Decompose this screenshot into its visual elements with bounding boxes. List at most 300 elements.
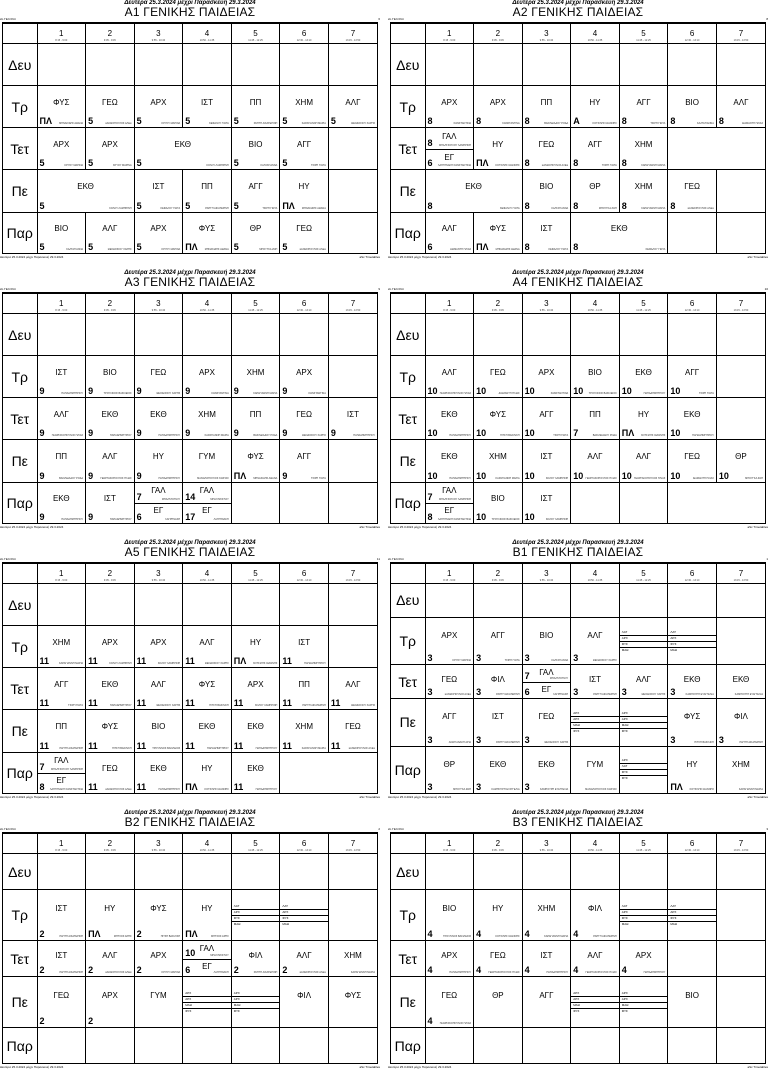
lesson-cell[interactable] bbox=[668, 44, 717, 86]
lesson-cell[interactable] bbox=[183, 1028, 232, 1063]
lesson-cell[interactable] bbox=[522, 170, 571, 212]
lesson-cell[interactable] bbox=[37, 314, 86, 356]
timetable-table bbox=[3, 833, 377, 1063]
lesson-cell[interactable] bbox=[328, 86, 377, 128]
lesson-cell[interactable] bbox=[425, 746, 474, 793]
lesson-cell[interactable] bbox=[619, 854, 668, 890]
lesson-cell[interactable] bbox=[231, 170, 280, 212]
lesson-cell[interactable] bbox=[716, 746, 765, 793]
lesson-cell[interactable] bbox=[668, 212, 717, 253]
lesson-cell[interactable] bbox=[280, 668, 329, 710]
lesson-cell[interactable] bbox=[37, 941, 86, 977]
lesson-cell[interactable] bbox=[231, 854, 280, 890]
lesson-cell[interactable] bbox=[37, 668, 86, 710]
lesson-cell[interactable] bbox=[134, 440, 183, 482]
lesson-cell[interactable] bbox=[183, 584, 232, 626]
lesson-cell[interactable] bbox=[86, 482, 135, 523]
lesson-cell[interactable] bbox=[134, 710, 183, 752]
lesson-cell[interactable] bbox=[280, 626, 329, 668]
lesson-cell[interactable] bbox=[474, 746, 523, 793]
lesson-cell[interactable] bbox=[425, 440, 474, 482]
lesson-cell[interactable] bbox=[280, 710, 329, 752]
lesson-cell[interactable] bbox=[183, 626, 232, 668]
teacher-label: ΡΑΠΤΗ ΑΙΚΑΤΕΡΙΝΗ bbox=[496, 740, 520, 744]
lesson-cell[interactable] bbox=[231, 626, 280, 668]
lesson-cell[interactable] bbox=[716, 1028, 765, 1063]
lesson-cell[interactable] bbox=[134, 482, 183, 523]
lesson-cell[interactable] bbox=[280, 854, 329, 890]
lesson-cell[interactable] bbox=[37, 890, 86, 941]
lesson-cell[interactable] bbox=[619, 86, 668, 128]
lesson-cell[interactable] bbox=[86, 668, 135, 710]
lesson-cell[interactable] bbox=[280, 356, 329, 398]
lesson-cell[interactable] bbox=[86, 584, 135, 626]
lesson-cell[interactable] bbox=[716, 890, 765, 941]
lesson-cell[interactable] bbox=[571, 314, 620, 356]
lesson-cell[interactable] bbox=[86, 314, 135, 356]
period-number: 3 bbox=[156, 28, 161, 38]
lesson-cell[interactable] bbox=[86, 977, 135, 1028]
lesson-cell[interactable] bbox=[37, 482, 86, 523]
lesson-cell[interactable] bbox=[619, 482, 668, 523]
lesson-cell[interactable] bbox=[280, 398, 329, 440]
lesson-cell[interactable] bbox=[328, 890, 377, 941]
lesson-cell[interactable] bbox=[37, 1028, 86, 1063]
lesson-cell[interactable] bbox=[571, 128, 620, 170]
lesson-cell[interactable] bbox=[716, 314, 765, 356]
lesson-cell[interactable] bbox=[231, 44, 280, 86]
lesson-cell[interactable] bbox=[134, 854, 183, 890]
lesson-cell[interactable] bbox=[522, 44, 571, 86]
lesson-cell[interactable] bbox=[571, 86, 620, 128]
lesson-cell[interactable] bbox=[328, 626, 377, 668]
room-label: 3 bbox=[476, 653, 482, 664]
lesson-cell[interactable] bbox=[716, 699, 765, 747]
lesson-cell[interactable] bbox=[668, 665, 717, 699]
lesson-cell[interactable] bbox=[571, 746, 620, 793]
lesson-cell[interactable] bbox=[183, 752, 232, 793]
lesson-cell[interactable] bbox=[231, 941, 280, 977]
lesson-cell[interactable] bbox=[571, 44, 620, 86]
lesson-cell[interactable] bbox=[37, 854, 86, 890]
lesson-cell[interactable] bbox=[37, 170, 134, 212]
lesson-cell[interactable] bbox=[571, 890, 620, 941]
lesson-cell[interactable] bbox=[86, 356, 135, 398]
lesson-cell[interactable] bbox=[571, 617, 620, 665]
room-label: 4 bbox=[573, 929, 579, 940]
lesson-cell[interactable] bbox=[280, 440, 329, 482]
lesson-cell[interactable] bbox=[134, 170, 183, 212]
lesson-cell[interactable] bbox=[619, 584, 668, 618]
lesson-cell[interactable] bbox=[328, 440, 377, 482]
lesson-cell[interactable] bbox=[183, 314, 232, 356]
lesson-cell[interactable] bbox=[280, 584, 329, 626]
lesson-cell[interactable] bbox=[474, 398, 523, 440]
lesson-cell[interactable] bbox=[474, 854, 523, 890]
lesson-cell[interactable] bbox=[425, 170, 522, 212]
lesson-cell[interactable] bbox=[474, 44, 523, 86]
lesson-cell[interactable] bbox=[425, 212, 474, 253]
lesson-cell[interactable] bbox=[134, 1028, 183, 1063]
lesson-cell[interactable] bbox=[328, 710, 377, 752]
subject-label: ΑΡΧ bbox=[150, 223, 167, 233]
teacher-label: ΜΑΝΩΛΟΠΟΥΛΟΣ ΚΩΣΤΑΣ bbox=[585, 788, 617, 791]
lesson-cell[interactable] bbox=[425, 86, 474, 128]
lesson-cell[interactable] bbox=[231, 212, 280, 253]
lesson-cell[interactable] bbox=[37, 128, 86, 170]
period-time: 12:30 - 13:10 bbox=[296, 578, 312, 582]
lesson-cell[interactable] bbox=[134, 752, 183, 793]
lesson-cell[interactable] bbox=[474, 941, 523, 977]
lesson-cell[interactable] bbox=[522, 314, 571, 356]
lesson-cell[interactable] bbox=[619, 977, 668, 1028]
lesson-cell[interactable] bbox=[231, 356, 280, 398]
split-lesson bbox=[183, 959, 231, 977]
lesson-cell[interactable] bbox=[280, 1028, 329, 1063]
lesson-cell[interactable] bbox=[619, 1028, 668, 1063]
lesson-cell[interactable] bbox=[668, 86, 717, 128]
period-time: 8:15 - 9:00 bbox=[55, 578, 68, 582]
lesson-cell[interactable] bbox=[280, 890, 329, 941]
lesson-cell[interactable] bbox=[183, 890, 232, 941]
lesson-cell[interactable] bbox=[86, 710, 135, 752]
lesson-cell[interactable] bbox=[86, 941, 135, 977]
lesson-cell[interactable] bbox=[134, 668, 183, 710]
teacher-label: ΘΕΟΔΟΣΙΟΥ ΧΑΡΗΣ bbox=[302, 434, 326, 438]
lesson-cell[interactable] bbox=[328, 854, 377, 890]
lesson-cell[interactable] bbox=[522, 212, 571, 253]
lesson-cell[interactable] bbox=[571, 977, 620, 1028]
lesson-cell[interactable] bbox=[619, 890, 668, 941]
lesson-cell[interactable] bbox=[231, 128, 280, 170]
lesson-cell[interactable] bbox=[37, 626, 86, 668]
lesson-cell[interactable] bbox=[231, 482, 280, 523]
lesson-cell[interactable] bbox=[86, 398, 135, 440]
lesson-cell[interactable] bbox=[668, 356, 717, 398]
lesson-cell[interactable] bbox=[37, 86, 86, 128]
lesson-cell[interactable] bbox=[716, 356, 765, 398]
lesson-cell[interactable] bbox=[280, 44, 329, 86]
lesson-cell[interactable] bbox=[619, 665, 668, 699]
lesson-cell[interactable] bbox=[425, 854, 474, 890]
teacher-label: ΚΑΛΤΑΓΙΑΝΝΑ bbox=[697, 122, 714, 126]
lesson-cell[interactable] bbox=[668, 440, 717, 482]
lesson-cell[interactable] bbox=[619, 440, 668, 482]
lesson-cell[interactable] bbox=[183, 941, 232, 977]
lesson-cell[interactable] bbox=[328, 941, 377, 977]
lesson-cell[interactable] bbox=[280, 170, 329, 212]
lesson-cell[interactable] bbox=[328, 977, 377, 1028]
lesson-cell[interactable] bbox=[668, 854, 717, 890]
lesson-cell[interactable] bbox=[134, 44, 183, 86]
lesson-cell[interactable] bbox=[571, 1028, 620, 1063]
lesson-cell[interactable] bbox=[231, 86, 280, 128]
subject-label: ΓΑΛ bbox=[151, 486, 166, 496]
lesson-cell[interactable] bbox=[668, 170, 717, 212]
lesson-cell[interactable] bbox=[425, 356, 474, 398]
lesson-cell[interactable] bbox=[716, 440, 765, 482]
lesson-cell[interactable] bbox=[134, 398, 183, 440]
lesson-cell[interactable] bbox=[474, 584, 523, 618]
lesson-cell[interactable] bbox=[522, 977, 571, 1028]
lesson-cell[interactable] bbox=[183, 440, 232, 482]
lesson-cell[interactable] bbox=[183, 356, 232, 398]
lesson-cell[interactable] bbox=[619, 941, 668, 977]
lesson-cell[interactable] bbox=[522, 128, 571, 170]
lesson-cell[interactable] bbox=[425, 1028, 474, 1063]
lesson-cell[interactable] bbox=[86, 752, 135, 793]
lesson-cell[interactable] bbox=[716, 941, 765, 977]
period-time: 12:30 - 13:10 bbox=[684, 848, 700, 852]
lesson-cell[interactable] bbox=[134, 212, 183, 253]
lesson-cell[interactable] bbox=[716, 584, 765, 618]
subject-label: ΘΡ bbox=[589, 181, 601, 191]
lesson-cell[interactable] bbox=[571, 665, 620, 699]
lesson-cell[interactable] bbox=[231, 584, 280, 626]
lesson-cell[interactable] bbox=[668, 977, 717, 1028]
lesson-cell[interactable] bbox=[37, 440, 86, 482]
lesson-cell[interactable] bbox=[716, 170, 765, 212]
room-label: 5 bbox=[233, 158, 239, 169]
lesson-cell[interactable] bbox=[716, 977, 765, 1028]
lesson-cell[interactable] bbox=[86, 44, 135, 86]
room-label: ΠΛ bbox=[88, 929, 101, 940]
lesson-cell[interactable] bbox=[37, 356, 86, 398]
lesson-cell[interactable] bbox=[619, 170, 668, 212]
lesson-cell[interactable] bbox=[619, 617, 668, 665]
lesson-cell[interactable] bbox=[425, 128, 474, 170]
lesson-cell[interactable] bbox=[474, 699, 523, 747]
lesson-cell[interactable] bbox=[522, 665, 571, 699]
subject-label: ΠΠ bbox=[249, 409, 262, 419]
lesson-cell[interactable] bbox=[522, 356, 571, 398]
lesson-cell[interactable] bbox=[280, 941, 329, 977]
lesson-cell[interactable] bbox=[183, 212, 232, 253]
room-label: 6 bbox=[136, 512, 142, 522]
lesson-cell[interactable] bbox=[37, 752, 86, 793]
lesson-cell[interactable] bbox=[425, 977, 474, 1028]
lesson-cell[interactable] bbox=[619, 128, 668, 170]
lesson-cell[interactable] bbox=[425, 617, 474, 665]
lesson-cell[interactable] bbox=[86, 128, 135, 170]
lesson-cell[interactable] bbox=[571, 482, 620, 523]
lesson-cell[interactable] bbox=[134, 626, 183, 668]
lesson-cell[interactable] bbox=[668, 398, 717, 440]
lesson-cell[interactable] bbox=[183, 482, 232, 523]
lesson-cell[interactable] bbox=[571, 699, 620, 747]
lesson-cell[interactable] bbox=[134, 890, 183, 941]
room-label: 2 bbox=[39, 1016, 45, 1027]
lesson-cell[interactable] bbox=[716, 212, 765, 253]
lesson-cell[interactable] bbox=[280, 977, 329, 1028]
lesson-cell[interactable] bbox=[328, 1028, 377, 1063]
lesson-cell[interactable] bbox=[474, 1028, 523, 1063]
lesson-cell[interactable] bbox=[668, 482, 717, 523]
lesson-cell[interactable] bbox=[328, 128, 377, 170]
lesson-cell[interactable] bbox=[280, 86, 329, 128]
lesson-cell[interactable] bbox=[619, 398, 668, 440]
lesson-cell[interactable] bbox=[231, 668, 280, 710]
lesson-cell[interactable] bbox=[425, 941, 474, 977]
lesson-cell[interactable] bbox=[668, 746, 717, 793]
lesson-cell[interactable] bbox=[716, 854, 765, 890]
lesson-cell[interactable] bbox=[522, 398, 571, 440]
lesson-cell[interactable] bbox=[668, 584, 717, 618]
lesson-cell[interactable] bbox=[425, 44, 474, 86]
lesson-cell[interactable] bbox=[134, 941, 183, 977]
lesson-cell[interactable] bbox=[86, 626, 135, 668]
lesson-cell[interactable] bbox=[425, 699, 474, 747]
lesson-cell[interactable] bbox=[86, 440, 135, 482]
lesson-cell[interactable] bbox=[231, 710, 280, 752]
lesson-cell[interactable] bbox=[328, 170, 377, 212]
lesson-cell[interactable] bbox=[522, 699, 571, 747]
teacher-label: ΡΑΠΤΗ ΑΙΚΑΤΕΡΙΝΗ bbox=[593, 693, 617, 697]
lesson-cell[interactable] bbox=[37, 977, 86, 1028]
lesson-cell[interactable] bbox=[37, 710, 86, 752]
lesson-cell[interactable] bbox=[668, 314, 717, 356]
lesson-cell[interactable] bbox=[86, 86, 135, 128]
lesson-cell[interactable] bbox=[280, 482, 329, 523]
lesson-cell[interactable] bbox=[134, 584, 183, 626]
lesson-cell[interactable] bbox=[134, 977, 183, 1028]
lesson-cell[interactable] bbox=[183, 668, 232, 710]
lesson-cell[interactable] bbox=[231, 314, 280, 356]
lesson-cell[interactable] bbox=[328, 44, 377, 86]
lesson-cell[interactable] bbox=[522, 482, 571, 523]
lesson-cell[interactable] bbox=[328, 584, 377, 626]
lesson-cell[interactable] bbox=[425, 314, 474, 356]
lesson-cell[interactable] bbox=[280, 128, 329, 170]
lesson-cell[interactable] bbox=[668, 941, 717, 977]
lesson-cell[interactable] bbox=[522, 440, 571, 482]
lesson-cell[interactable] bbox=[571, 584, 620, 618]
lesson-cell[interactable] bbox=[86, 212, 135, 253]
lesson-cell[interactable] bbox=[280, 314, 329, 356]
lesson-cell[interactable] bbox=[425, 584, 474, 618]
lesson-cell[interactable] bbox=[231, 398, 280, 440]
lesson-cell[interactable] bbox=[474, 212, 523, 253]
lesson-cell[interactable] bbox=[425, 482, 474, 523]
lesson-cell[interactable] bbox=[716, 86, 765, 128]
lesson-cell[interactable] bbox=[37, 44, 86, 86]
lesson-cell[interactable] bbox=[522, 584, 571, 618]
lesson-cell[interactable] bbox=[474, 890, 523, 941]
lesson-cell[interactable] bbox=[280, 212, 329, 253]
lesson-cell[interactable] bbox=[716, 617, 765, 665]
lesson-cell[interactable] bbox=[522, 86, 571, 128]
lesson-cell[interactable] bbox=[37, 212, 86, 253]
lesson-cell[interactable] bbox=[280, 752, 329, 793]
lesson-cell[interactable] bbox=[134, 314, 183, 356]
lesson-cell[interactable] bbox=[474, 356, 523, 398]
lesson-cell[interactable] bbox=[474, 977, 523, 1028]
lesson-cell[interactable] bbox=[183, 86, 232, 128]
lesson-cell[interactable] bbox=[716, 44, 765, 86]
lesson-cell[interactable] bbox=[668, 128, 717, 170]
lesson-cell[interactable] bbox=[474, 314, 523, 356]
lesson-cell[interactable] bbox=[668, 699, 717, 747]
lesson-cell[interactable] bbox=[619, 746, 668, 793]
lesson-cell[interactable] bbox=[619, 356, 668, 398]
lesson-cell[interactable] bbox=[86, 854, 135, 890]
lesson-cell[interactable] bbox=[571, 212, 668, 253]
teacher-label: ΜΠΑΛΤΖΟΓΛΟΥ bbox=[210, 497, 229, 501]
period-number: 2 bbox=[495, 298, 501, 308]
lesson-cell[interactable] bbox=[619, 314, 668, 356]
lesson-cell[interactable] bbox=[183, 977, 232, 1028]
lesson-cell[interactable] bbox=[425, 890, 474, 941]
lesson-cell[interactable] bbox=[231, 890, 280, 941]
lesson-cell[interactable] bbox=[474, 665, 523, 699]
lesson-cell[interactable] bbox=[231, 1028, 280, 1063]
page-number: 10 bbox=[764, 287, 768, 291]
subject-label: ΑΓΓ bbox=[54, 679, 69, 689]
lesson-cell[interactable] bbox=[328, 668, 377, 710]
lesson-cell[interactable] bbox=[474, 482, 523, 523]
lesson-cell[interactable] bbox=[571, 440, 620, 482]
lesson-cell[interactable] bbox=[328, 398, 377, 440]
lesson-cell[interactable] bbox=[183, 854, 232, 890]
lesson-cell[interactable] bbox=[231, 440, 280, 482]
lesson-cell[interactable] bbox=[86, 1028, 135, 1063]
lesson-cell[interactable] bbox=[134, 128, 231, 170]
lesson-cell[interactable] bbox=[522, 941, 571, 977]
lesson-cell[interactable] bbox=[328, 314, 377, 356]
lesson-cell[interactable] bbox=[231, 977, 280, 1028]
lesson-cell[interactable] bbox=[231, 752, 280, 793]
lesson-cell[interactable] bbox=[86, 890, 135, 941]
lesson-cell[interactable] bbox=[183, 170, 232, 212]
lesson-cell[interactable] bbox=[668, 1028, 717, 1063]
lesson-cell[interactable] bbox=[474, 128, 523, 170]
lesson-cell[interactable] bbox=[522, 746, 571, 793]
lesson-cell[interactable] bbox=[571, 398, 620, 440]
lesson-cell[interactable] bbox=[668, 890, 717, 941]
lesson-cell[interactable] bbox=[716, 665, 765, 699]
lesson-cell[interactable] bbox=[619, 699, 668, 747]
lesson-cell[interactable] bbox=[522, 854, 571, 890]
day-label: Τετ bbox=[391, 398, 425, 440]
lesson-cell[interactable] bbox=[474, 440, 523, 482]
lesson-cell[interactable] bbox=[134, 356, 183, 398]
lesson-cell[interactable] bbox=[668, 617, 717, 665]
period-header bbox=[668, 294, 717, 314]
lesson-cell[interactable] bbox=[571, 170, 620, 212]
lesson-cell[interactable] bbox=[183, 398, 232, 440]
lesson-cell[interactable] bbox=[328, 212, 377, 253]
lesson-cell[interactable] bbox=[37, 584, 86, 626]
lesson-cell[interactable] bbox=[37, 398, 86, 440]
lesson-cell[interactable] bbox=[183, 710, 232, 752]
lesson-cell[interactable] bbox=[425, 665, 474, 699]
lesson-cell[interactable] bbox=[328, 356, 377, 398]
lesson-cell[interactable] bbox=[183, 44, 232, 86]
lesson-cell[interactable] bbox=[571, 941, 620, 977]
lesson-cell[interactable] bbox=[522, 1028, 571, 1063]
lesson-cell[interactable] bbox=[474, 617, 523, 665]
lesson-cell[interactable] bbox=[716, 398, 765, 440]
lesson-cell[interactable] bbox=[328, 482, 377, 523]
lesson-cell[interactable] bbox=[522, 890, 571, 941]
lesson-cell[interactable] bbox=[571, 356, 620, 398]
lesson-cell[interactable] bbox=[474, 86, 523, 128]
lesson-cell[interactable] bbox=[134, 86, 183, 128]
lesson-cell[interactable] bbox=[571, 854, 620, 890]
lesson-cell[interactable] bbox=[425, 398, 474, 440]
lesson-cell[interactable] bbox=[522, 617, 571, 665]
lesson-cell[interactable] bbox=[619, 44, 668, 86]
